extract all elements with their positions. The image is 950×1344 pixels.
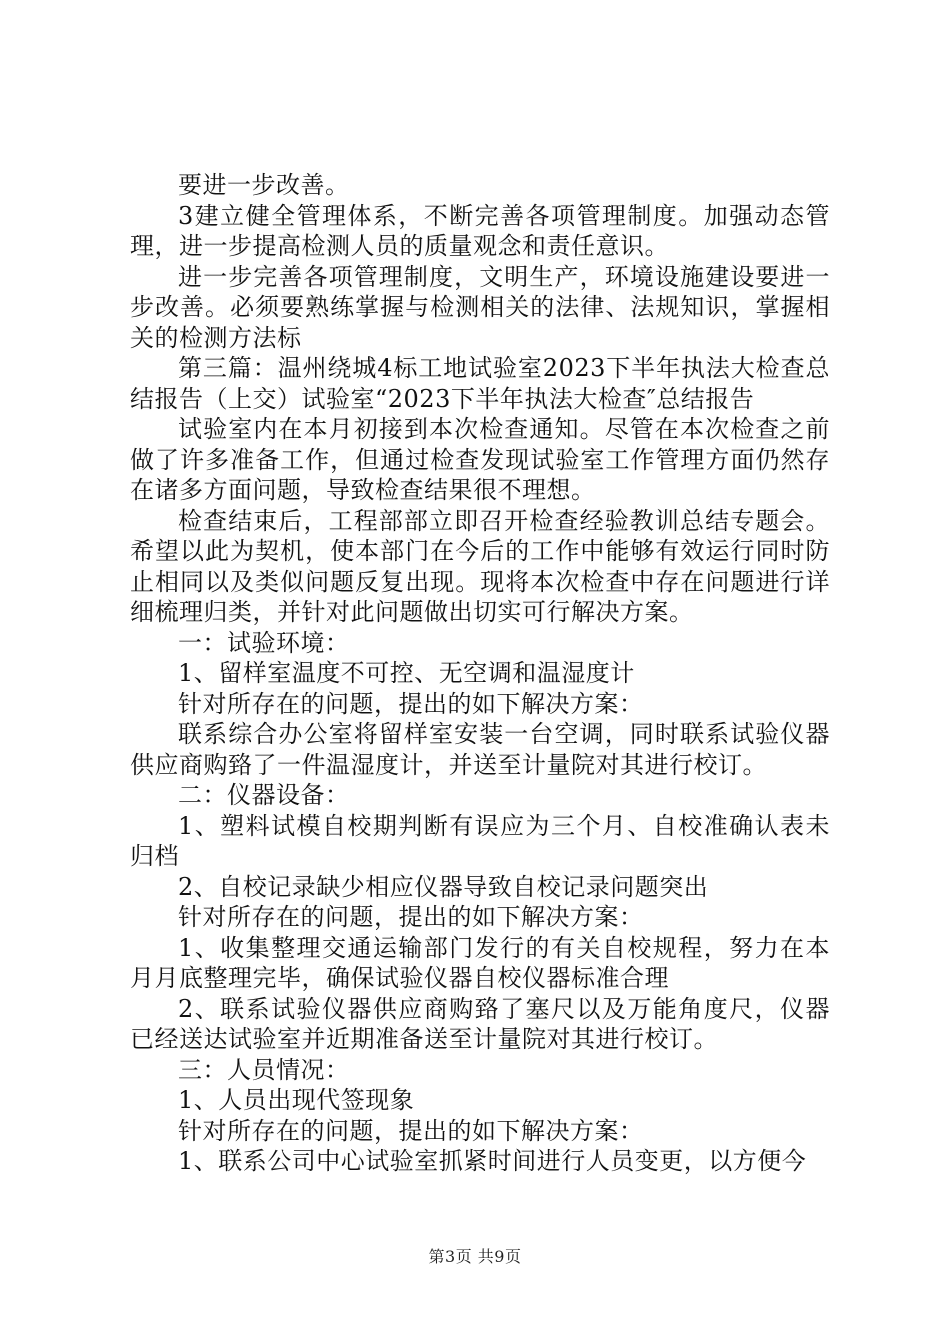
paragraph: 3建立健全管理体系，不断完善各项管理制度。加强动态管理，进一步提高检测人员的质量观念和责任意识。 — [130, 201, 830, 260]
body-text — [130, 170, 830, 1177]
paragraph: 进一步完善各项管理制度，文明生产，环境设施建设要进一步改善。必须要熟练掌握与检测相关的法律、法规知识，掌握相关的检测方法标 — [130, 262, 830, 352]
list-item: 2、联系试验仪器供应商购臵了塞尺以及万能角度尺，仪器已经送达试验室并近期准备送至计量院对其进行校订。 — [130, 994, 830, 1053]
paragraph: 联系综合办公室将留样室安装一台空调，同时联系试验仪器供应商购臵了一件温湿度计，并送至计量院对其进行校订。 — [130, 720, 830, 779]
subheading: 三：人员情况： — [178, 1055, 350, 1084]
list-item: 1、收集整理交通运输部门发行的有关自校规程，努力在本月月底整理完毕，确保试验仪器自校仪器标准合理 — [130, 933, 830, 992]
paragraph: 针对所存在的问题，提出的如下解决方案： — [178, 1116, 644, 1145]
section-heading: 第三篇：温州绕城4标工地试验室2023下半年执法大检查总结报告（上交）试验室“2023下半年执法大检查″总结报告 — [130, 354, 830, 413]
page-number-footer: 第3页 共9页 — [428, 1247, 522, 1266]
subheading: 一：试验环境： — [178, 628, 350, 657]
list-item: 1、留样室温度不可控、无空调和温湿度计 — [178, 659, 635, 687]
list-item: 2、自校记录缺少相应仪器导致自校记录问题突出 — [178, 872, 709, 901]
list-item: 1、塑料试模自校期判断有误应为三个月、自校准确认表未归档 — [130, 811, 830, 870]
list-item: 1、人员出现代签现象 — [178, 1086, 415, 1114]
paragraph: 要进一步改善。 — [178, 171, 350, 199]
paragraph: 检查结束后，工程部部立即召开检查经验教训总结专题会。希望以此为契机，使本部门在今后的工作中能够有效运行同时防止相同以及类似问题反复出现。现将本次检查中存在问题进行详细梳理归类，并针对此问题做出切实可行解决方案。 — [130, 506, 830, 626]
paragraph: 针对所存在的问题，提出的如下解决方案： — [178, 903, 644, 931]
paragraph: 针对所存在的问题，提出的如下解决方案： — [178, 689, 644, 718]
subheading: 二：仪器设备： — [178, 781, 350, 809]
list-item: 1、联系公司中心试验室抓紧时间进行人员变更，以方便今 — [178, 1147, 807, 1175]
paragraph: 试验室内在本月初接到本次检查通知。尽管在本次检查之前做了许多准备工作，但通过检查发现试验室工作管理方面仍然存在诸多方面问题，导致检查结果很不理想。 — [130, 415, 830, 504]
